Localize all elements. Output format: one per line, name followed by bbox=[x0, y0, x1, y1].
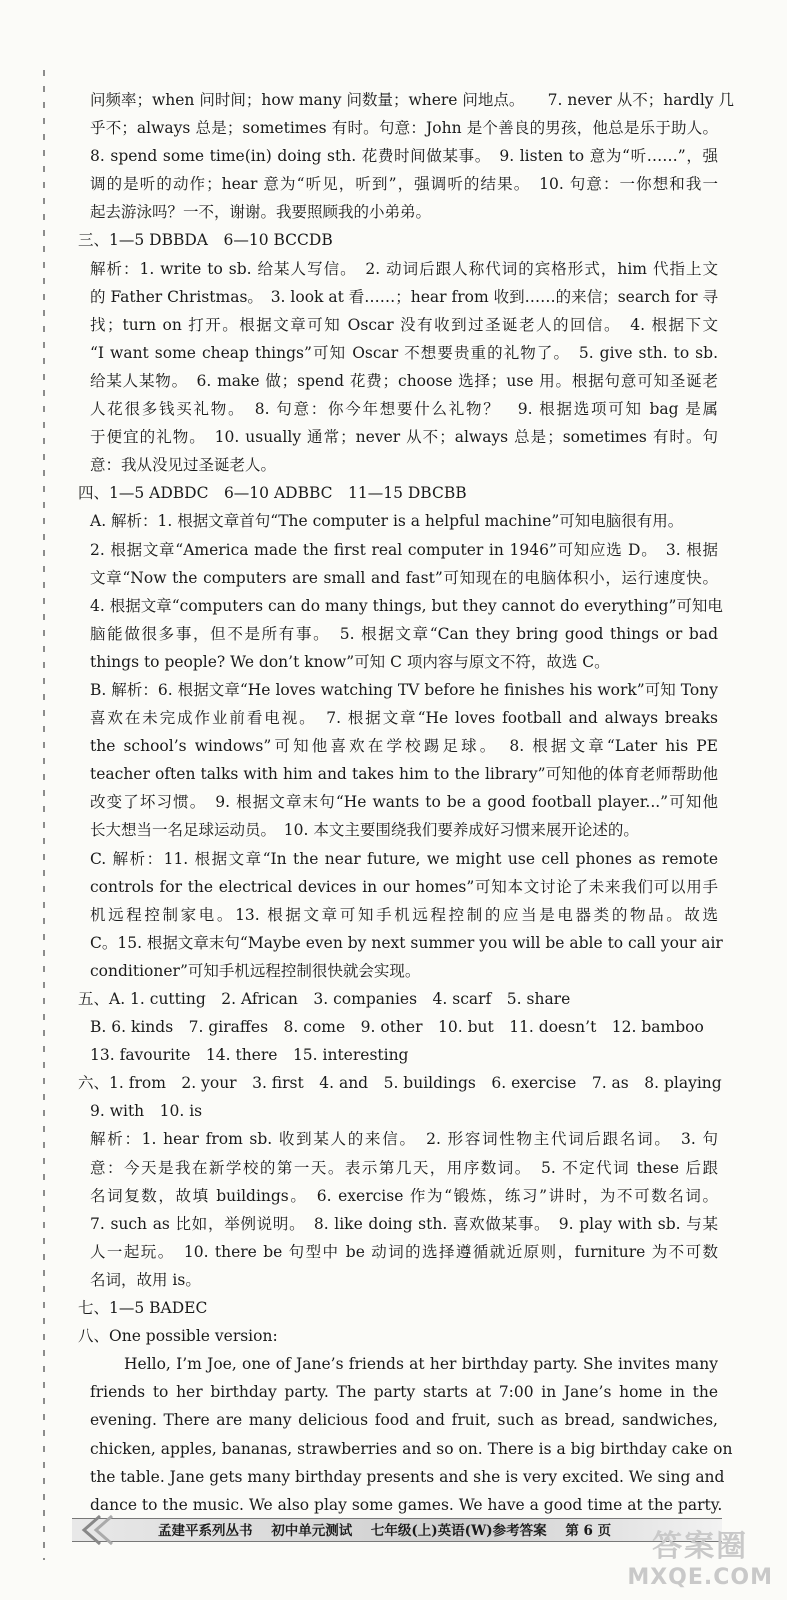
book-title: 初中单元测试 bbox=[271, 1523, 353, 1539]
text-line: 名词，故用 is。 bbox=[90, 1270, 201, 1289]
text-line: dance to the music. We also play some games. We have a good time at the party. bbox=[90, 1495, 723, 1514]
text-line: friends to her birthday party. The party starts at 7:00 in Jane’s home in the bbox=[90, 1383, 718, 1402]
text-line: 的 Father Christmas。 3. look at 看……；hear from 收到……的来信；search for 寻 bbox=[90, 287, 718, 306]
text-line: things to people? We don’t know”可知 C 项内容与原文不符，故选 C。 bbox=[90, 652, 610, 671]
text-line: 2. 根据文章“America made the first real computer in 1946”可知应选 D。 3. 根据 bbox=[90, 540, 718, 559]
text-line: 八、One possible version: bbox=[78, 1327, 278, 1346]
text-line: 机远程控制家电。13. 根据文章可知手机远程控制的应当是电器类的物品。故选 bbox=[90, 905, 718, 924]
text-line: 解析：1. write to sb. 给某人写信。 2. 动词后跟人称代词的宾格形式，him 代指上文 bbox=[90, 259, 718, 278]
text-line: 起去游泳吗？一不，谢谢。我要照顾我的小弟弟。 bbox=[90, 203, 432, 222]
text-line: conditioner”可知手机远程控制很快就会实现。 bbox=[90, 961, 421, 980]
watermark bbox=[627, 1521, 773, 1590]
text-line: teacher often talks with him and takes him to the library”可知他的体育老师帮助他 bbox=[90, 765, 718, 784]
text-line: 名词复数，故填 buildings。 6. exercise 作为“锻炼，练习”讲时，为不可数名词。 bbox=[90, 1186, 718, 1205]
footer-arrow-icon bbox=[78, 1514, 118, 1546]
text-line: C. 解析：11. 根据文章“In the near future, we might use cell phones as remote bbox=[90, 849, 718, 868]
text-line: 乎不；always 总是；sometimes 有时。句意：John 是个善良的男孩，他总是乐于助人。 bbox=[90, 119, 718, 138]
text-line: 脑能做很多事，但不是所有事。 5. 根据文章“Can they bring good things or bad bbox=[90, 624, 718, 643]
text-line: 五、A. 1. cutting 2. African 3. companies 4. scarf 5. share bbox=[78, 990, 571, 1008]
text-line: B. 解析：6. 根据文章“He loves watching TV before he finishes his work”可知 Tony bbox=[90, 680, 718, 699]
text-line: 人一起玩。 10. there be 句型中 be 动词的选择遵循就近原则，furniture 为不可数 bbox=[90, 1242, 718, 1261]
text-line: 喜欢在未完成作业前看电视。 7. 根据文章“He loves football and always breaks bbox=[90, 709, 718, 728]
page-number: 第 6 页 bbox=[565, 1523, 612, 1539]
text-line: 六、1. from 2. your 3. first 4. and 5. buildings 6. exercise 7. as 8. playing bbox=[78, 1074, 722, 1093]
text-line: 三、1—5 DBBDA 6—10 BCCDB bbox=[78, 231, 333, 250]
text-line: 意：我从没见过圣诞老人。 bbox=[90, 456, 277, 475]
text-line: chicken, apples, bananas, strawberries and so on. There is a big birthday cake on bbox=[90, 1439, 733, 1458]
text-line: 于便宜的礼物。 10. usually 通常；never 从不；always 总是；sometimes 有时。句 bbox=[90, 428, 718, 447]
text-line: 9. with 10. is bbox=[90, 1102, 203, 1121]
text-line: 8. spend some time(in) doing sth. 花费时间做某事。 9. listen to 意为“听……”，强 bbox=[90, 147, 718, 166]
text-line: 意：今天是我在新学校的第一天。表示第几天，用序数词。 5. 不定代词 these 后跟 bbox=[90, 1158, 718, 1177]
text-line: the table. Jane gets many birthday presents and she is very excited. We sing and bbox=[90, 1467, 725, 1486]
watermark-url: MXQE.COM bbox=[627, 1565, 773, 1590]
grade-subject: 七年级(上)英语(W)参考答案 bbox=[370, 1523, 547, 1539]
text-line: “I want some cheap things”可知 Oscar 不想要贵重的礼物了。 5. give sth. to sb. bbox=[90, 343, 718, 362]
text-line: 调的是听的动作；hear 意为“听见，听到”，强调听的结果。 10. 句意：一你想和我一 bbox=[90, 175, 718, 194]
watermark-logo: 答案圈 bbox=[652, 1529, 749, 1564]
text-line: 文章“Now the computers are small and fast”可知现在的电脑体积小，运行速度快。 bbox=[90, 568, 718, 587]
text-line: evening. There are many delicious food and fruit, such as bread, sandwiches, bbox=[90, 1411, 718, 1430]
text-line: 4. 根据文章“computers can do many things, but they cannot do everything”可知电 bbox=[90, 596, 723, 615]
text-line: controls for the electrical devices in our homes”可知本文讨论了未来我们可以用手 bbox=[90, 877, 718, 896]
page-footer bbox=[72, 1518, 722, 1542]
text-line: 改变了坏习惯。 9. 根据文章末句“He wants to be a good football player...”可知他 bbox=[90, 793, 718, 812]
text-line: Hello, I’m Joe, one of Jane’s friends at her birthday party. She invites many bbox=[124, 1355, 718, 1374]
text-line: 问频率；when 问时间；how many 问数量；where 问地点。 7. never 从不；hardly 几 bbox=[90, 91, 734, 109]
binding-dashed-line bbox=[0, 0, 66, 1600]
text-line: 解析：1. hear from sb. 收到某人的来信。 2. 形容词性物主代词后跟名词。 3. 句 bbox=[90, 1130, 718, 1149]
text-line: 人花很多钱买礼物。 8. 句意：你今年想要什么礼物？ 9. 根据选项可知 bag 是属 bbox=[90, 400, 718, 419]
text-line: B. 6. kinds 7. giraffes 8. come 9. other 10. but 11. doesn’t 12. bamboo bbox=[90, 1018, 704, 1037]
text-line: 找；turn on 打开。根据文章可知 Oscar 没有收到过圣诞老人的回信。 4. 根据下文 bbox=[90, 315, 718, 334]
series-name: 孟建平系列丛书 bbox=[158, 1523, 253, 1539]
text-line: the school’s windows”可知他喜欢在学校踢足球。 8. 根据文章“Later his PE bbox=[90, 737, 718, 756]
binding-margin bbox=[0, 0, 66, 1600]
text-line: 7. such as 比如，举例说明。 8. like doing sth. 喜欢做某事。 9. play with sb. 与某 bbox=[90, 1214, 718, 1233]
text-line: 长大想当一名足球运动员。 10. 本文主要围绕我们要养成好习惯来展开论述的。 bbox=[90, 821, 639, 840]
text-line: 给某人某物。 6. make 做；spend 花费；choose 选择；use 用。根据句意可知圣诞老 bbox=[90, 371, 718, 390]
text-line: 13. favourite 14. there 15. interesting bbox=[90, 1046, 409, 1065]
text-line: 四、1—5 ADBDC 6—10 ADBBC 11—15 DBCBB bbox=[78, 484, 467, 503]
answer-key-body bbox=[78, 86, 734, 1519]
text-line: 七、1—5 BADEC bbox=[78, 1299, 208, 1318]
text-line: C。15. 根据文章末句“Maybe even by next summer you will be able to call your air bbox=[90, 933, 723, 952]
text-line: A. 解析：1. 根据文章首句“The computer is a helpful machine”可知电脑很有用。 bbox=[90, 512, 684, 531]
